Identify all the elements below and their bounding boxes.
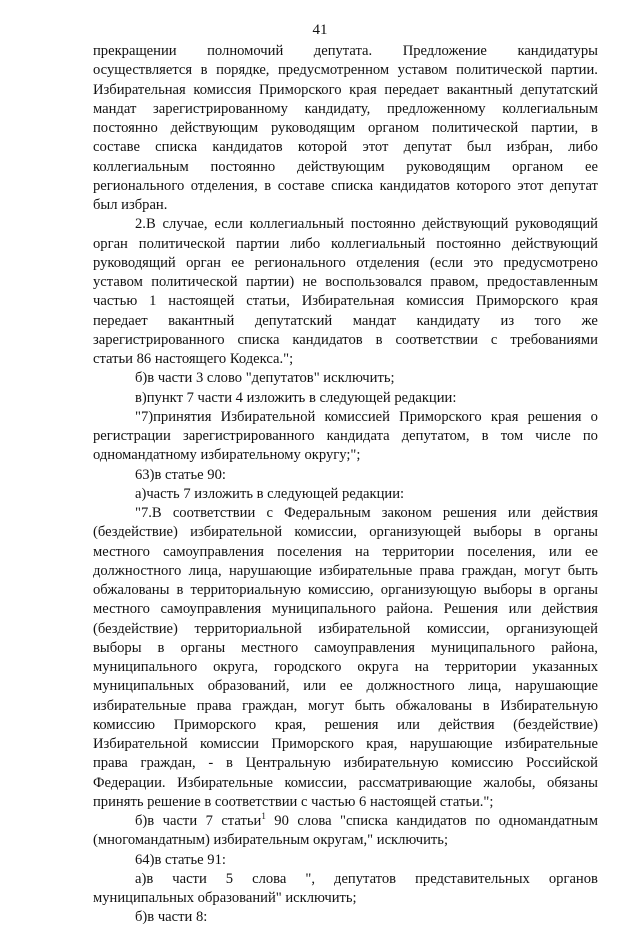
- word: 1: [149, 293, 157, 310]
- word: действия: [542, 505, 598, 521]
- word: в: [534, 524, 542, 541]
- word: частью: [93, 293, 138, 310]
- word: Решения: [443, 601, 499, 618]
- word: образований,: [207, 678, 290, 695]
- text-line: [93, 504, 598, 523]
- word: части: [162, 813, 198, 829]
- word: регионального: [254, 254, 346, 271]
- word: права: [93, 755, 128, 772]
- word: района,: [551, 639, 598, 656]
- word: поселения: [277, 543, 342, 560]
- text-line: [93, 177, 598, 196]
- text-line: [93, 408, 598, 427]
- word: ",: [305, 870, 315, 887]
- word: края: [490, 408, 519, 425]
- word: Избирательную: [500, 697, 598, 714]
- superscript: 1: [261, 811, 266, 822]
- word: коллегиальным: [93, 158, 189, 175]
- word: этот: [517, 177, 544, 194]
- word: в: [225, 755, 233, 772]
- word: воспользовался: [325, 274, 422, 290]
- word: политической: [431, 120, 519, 136]
- word: комиссией: [324, 408, 390, 425]
- word: в: [539, 582, 547, 598]
- word: права: [419, 562, 455, 579]
- word: комиссию: [451, 755, 514, 772]
- word: списка: [155, 139, 198, 156]
- word: зарегистрированного: [93, 331, 225, 348]
- word: органом: [367, 120, 420, 136]
- text-line: [93, 716, 598, 735]
- word: на: [355, 543, 370, 560]
- word: или: [303, 678, 327, 695]
- word: депутатский: [520, 81, 598, 98]
- word: с: [490, 331, 498, 348]
- word: или: [548, 543, 572, 560]
- word: Приморского: [173, 716, 257, 733]
- word: самоуправления: [314, 639, 415, 656]
- word: настоящей: [168, 293, 235, 310]
- text-line: [93, 138, 598, 157]
- word: ее: [231, 254, 245, 271]
- word: избирательные: [504, 736, 598, 752]
- text-line: [93, 620, 598, 639]
- word: решения: [442, 505, 497, 521]
- word: лица,: [188, 562, 222, 579]
- word: Приморского: [271, 736, 354, 752]
- word: или: [397, 716, 420, 733]
- word: органы: [180, 639, 226, 656]
- word: этот: [362, 139, 389, 156]
- word: которой: [297, 139, 348, 156]
- word: политической: [138, 235, 226, 252]
- word: органы: [553, 582, 598, 598]
- word: требованиями: [510, 331, 598, 348]
- text-line: [93, 562, 598, 581]
- word: составе: [93, 139, 140, 156]
- word: кандидатов: [212, 139, 283, 156]
- text-line: [93, 312, 598, 331]
- text-line: муниципальных образований" исключить;: [93, 890, 357, 906]
- word: регистрации: [93, 428, 171, 444]
- word: депутатский: [254, 312, 333, 329]
- word: б)в: [135, 813, 155, 829]
- word: поселения,: [467, 543, 536, 560]
- word: Центральную: [245, 755, 331, 772]
- word: постоянно: [436, 235, 501, 252]
- page-number: 41: [312, 22, 328, 38]
- word: соответствии: [172, 505, 256, 521]
- text-line: [93, 42, 598, 61]
- text-line: [93, 100, 598, 119]
- word: решения: [324, 716, 379, 733]
- word: территориальной: [194, 620, 302, 637]
- word: зарегистрированного: [182, 428, 315, 444]
- text-line: [93, 543, 598, 562]
- word: 90: [274, 813, 289, 829]
- word: решения: [527, 408, 582, 425]
- word: комиссию: [93, 716, 156, 733]
- word: порядке,: [216, 62, 270, 79]
- word: предусмотренном: [278, 62, 390, 79]
- text-line: статьи 86 настоящего Кодекса.";: [93, 351, 294, 367]
- text-line: [93, 158, 598, 177]
- word: нарушающие: [515, 678, 598, 695]
- word: руководящий: [93, 254, 176, 271]
- word: регионального: [93, 177, 185, 194]
- word: в: [200, 62, 208, 79]
- word: партии,: [531, 120, 579, 136]
- word: руководящим: [406, 158, 491, 175]
- text-line: был избран.: [93, 197, 168, 213]
- word: вакантный: [446, 81, 513, 98]
- text-line: [93, 812, 598, 831]
- word: комиссии: [199, 736, 259, 752]
- word: комиссию,: [307, 582, 374, 598]
- word: по: [475, 813, 491, 829]
- word: быть: [567, 562, 598, 579]
- word: отделения: [356, 254, 420, 271]
- text-line: [93, 754, 598, 773]
- word: кандидату: [416, 312, 480, 329]
- word: орган: [93, 235, 128, 252]
- text-line: [93, 523, 598, 542]
- text-line: 63)в статье 90:: [135, 466, 226, 483]
- word: депутат: [549, 177, 598, 194]
- word: нарушающие: [228, 562, 312, 579]
- word: действующим: [297, 158, 385, 175]
- word: городского: [273, 659, 342, 675]
- word: коллегиальным: [502, 100, 598, 117]
- word: права: [196, 697, 232, 714]
- word: муниципального: [93, 659, 198, 675]
- word: Избирательные: [177, 774, 273, 791]
- text-line: [93, 61, 598, 80]
- word: избран,: [506, 139, 553, 156]
- word: или: [508, 601, 532, 618]
- text-line: [93, 870, 598, 889]
- word: обязаны: [547, 774, 598, 791]
- word: коллегиальный: [331, 235, 426, 252]
- word: кандидату,: [304, 100, 371, 117]
- word: предложенному: [386, 100, 486, 117]
- word: если: [214, 216, 243, 233]
- word: на: [414, 659, 429, 675]
- word: Российской: [526, 755, 598, 772]
- word: 5: [225, 870, 234, 887]
- word: депутатом,: [401, 428, 470, 444]
- word: в: [264, 177, 272, 194]
- word: орган: [186, 254, 221, 271]
- word: Приморского: [258, 81, 342, 98]
- word: уставом: [93, 274, 143, 290]
- text-line: [93, 639, 598, 658]
- word: был: [466, 139, 492, 156]
- word: Избирательной: [220, 408, 316, 425]
- word: по: [582, 428, 598, 444]
- word: постоянно: [93, 120, 158, 136]
- word: муниципального: [430, 639, 536, 656]
- text-line: [93, 292, 598, 311]
- word: местного: [241, 639, 299, 656]
- word: части: [172, 870, 207, 887]
- word: уставом: [397, 62, 448, 79]
- word: а)в: [135, 870, 154, 887]
- word: территории: [444, 659, 517, 675]
- word: мандат: [93, 100, 137, 117]
- text-line: [93, 331, 598, 350]
- word: политической: [456, 62, 543, 79]
- word: слова: [297, 813, 332, 829]
- word: органы: [553, 524, 598, 541]
- word: или: [507, 505, 531, 521]
- word: местного: [93, 543, 150, 560]
- text-line: принять решение в соответствии с частью 6 настоящей статьи.";: [93, 793, 494, 810]
- word: муниципальных: [93, 678, 195, 695]
- word: могут: [307, 697, 345, 714]
- word: самоуправления: [160, 601, 262, 618]
- word: лица,: [468, 678, 502, 695]
- word: в: [375, 331, 383, 348]
- word: округа: [357, 659, 399, 675]
- word: района.: [386, 601, 434, 618]
- word: комиссии,: [426, 620, 490, 637]
- text-line: [93, 658, 598, 677]
- word: избирательные: [93, 697, 187, 714]
- word: (бездействие): [93, 524, 178, 541]
- word: представительных: [415, 870, 530, 887]
- word: не: [302, 274, 317, 290]
- word: постоянно: [350, 216, 416, 233]
- text-line: [93, 273, 598, 292]
- word: в: [176, 582, 184, 598]
- word: избирательные: [319, 562, 413, 579]
- word: граждан,: [461, 562, 517, 579]
- word: "7.В: [135, 505, 162, 521]
- word: организующей: [506, 620, 598, 637]
- word: предоставленным: [486, 274, 598, 290]
- text-line: [93, 677, 598, 696]
- word: ее: [585, 158, 598, 175]
- word: передает: [384, 81, 440, 98]
- word: округа,: [213, 659, 258, 675]
- text-line: б)в части 3 слово "депутатов" исключить;: [135, 370, 395, 387]
- word: полномочий: [207, 43, 284, 59]
- word: обжалованы: [93, 582, 170, 598]
- text-line: [93, 119, 598, 138]
- text-line: [93, 735, 598, 754]
- word: края,: [274, 716, 307, 733]
- word: законом: [381, 505, 432, 521]
- word: Избирательная: [93, 81, 186, 98]
- word: нарушающие: [409, 736, 493, 752]
- text-line: [93, 600, 598, 619]
- text-line: (многомандатным) избирательным округам," исключить;: [93, 832, 449, 849]
- word: отделения,: [190, 177, 258, 194]
- word: руководящий: [515, 216, 598, 233]
- word: граждан,: [242, 697, 298, 714]
- word: осуществляется: [93, 62, 193, 79]
- word: из: [500, 312, 515, 329]
- word: "7)принятия: [135, 408, 212, 425]
- word: избирательной: [190, 524, 283, 541]
- text-line: [93, 254, 598, 273]
- word: рассматривающие: [358, 774, 472, 791]
- word: выборы: [483, 582, 533, 598]
- word: о: [590, 408, 598, 425]
- word: того: [534, 312, 562, 329]
- word: Приморского: [399, 408, 482, 425]
- word: случае,: [162, 216, 208, 233]
- word: это: [473, 254, 494, 271]
- word: "списка: [340, 813, 388, 829]
- word: избирательной: [318, 620, 411, 637]
- word: комиссия: [193, 81, 252, 98]
- word: территориальную: [190, 582, 301, 598]
- word: составе: [277, 177, 325, 194]
- word: комиссии,: [284, 774, 348, 791]
- word: кандидатов: [292, 331, 363, 348]
- word: муниципального: [271, 601, 376, 618]
- word: правом,: [430, 274, 479, 290]
- word: указанных: [532, 659, 598, 675]
- word: коллегиальный: [249, 216, 344, 233]
- word: действия: [438, 716, 495, 733]
- word: числе: [535, 428, 571, 444]
- word: ее: [585, 543, 598, 560]
- text-line: [93, 81, 598, 100]
- word: самоуправления: [163, 543, 264, 560]
- word: быть: [354, 697, 386, 714]
- word: депутата.: [313, 43, 373, 59]
- word: обжалованы: [395, 697, 473, 714]
- word: Избирательной: [93, 736, 188, 752]
- word: выборы: [473, 524, 522, 541]
- word: кандидата: [326, 428, 390, 444]
- text-line: [93, 774, 598, 793]
- word: в: [481, 428, 489, 444]
- word: руководящим: [270, 120, 356, 136]
- word: депутат: [403, 139, 452, 156]
- word: органов: [548, 870, 598, 887]
- word: (если: [429, 254, 464, 271]
- text-line: [93, 697, 598, 716]
- word: соответствии: [395, 331, 478, 348]
- word: либо: [568, 139, 598, 156]
- word: статьи$^1$: [221, 811, 266, 829]
- word: действия: [542, 601, 598, 618]
- word: списка: [331, 177, 374, 194]
- text-line: [93, 581, 598, 600]
- word: Федерации.: [93, 774, 166, 791]
- word: Приморского: [475, 293, 559, 310]
- word: должностного: [366, 678, 455, 695]
- word: выборы: [93, 639, 142, 656]
- text-line: одномандатному избирательному округу;";: [93, 447, 361, 464]
- word: в: [157, 639, 165, 656]
- word: Избирательная: [301, 293, 395, 310]
- word: одномандатным: [498, 813, 598, 829]
- word: статьи,: [246, 293, 290, 310]
- word: должностного: [93, 562, 182, 579]
- word: (бездействие): [93, 620, 178, 637]
- word: кандидатуры: [517, 43, 598, 59]
- word: прекращении: [93, 43, 177, 59]
- word: том: [500, 428, 524, 444]
- word: либо: [290, 235, 321, 252]
- word: партии.: [550, 62, 598, 79]
- text-line: [93, 215, 598, 234]
- word: избирательную: [343, 755, 439, 772]
- word: Предложение: [402, 43, 487, 59]
- word: в: [482, 697, 490, 714]
- word: слова: [252, 870, 287, 887]
- word: (бездействие): [513, 716, 598, 733]
- word: Федеральным: [284, 505, 371, 521]
- word: зарегистрированному: [153, 100, 288, 117]
- word: ее: [339, 678, 353, 695]
- word: партии: [236, 235, 280, 252]
- text-line: 64)в статье 91:: [135, 851, 226, 868]
- word: кандидатов: [379, 177, 450, 194]
- word: политической: [151, 274, 238, 290]
- text-line: [93, 427, 598, 446]
- text-line: в)пункт 7 части 4 изложить в следующей редакции:: [135, 389, 457, 406]
- word: мандат: [352, 312, 397, 329]
- word: 7: [205, 813, 213, 829]
- word: жалобы,: [483, 774, 536, 791]
- word: организующую: [380, 582, 477, 598]
- word: которого: [456, 177, 511, 194]
- word: в: [591, 120, 598, 136]
- word: депутатов: [334, 870, 397, 887]
- word: же: [581, 312, 598, 329]
- word: списка: [237, 331, 280, 348]
- document-body: [93, 42, 598, 928]
- word: территории: [382, 543, 455, 560]
- word: края: [570, 293, 598, 310]
- word: комиссия: [406, 293, 465, 310]
- word: края,: [366, 736, 398, 752]
- text-line: а)часть 7 изложить в следующей редакции:: [135, 485, 405, 502]
- word: могут: [524, 562, 561, 579]
- word: края: [349, 81, 377, 98]
- word: органом: [512, 158, 564, 175]
- word: постоянно: [210, 158, 276, 175]
- word: передает: [93, 312, 148, 329]
- word: 2.В: [135, 216, 156, 233]
- word: организующей: [369, 524, 462, 541]
- word: комиссии,: [294, 524, 357, 541]
- word: вакантный: [168, 312, 235, 329]
- word: -: [208, 755, 214, 772]
- word: с: [266, 505, 273, 521]
- text-line: б)в части 8:: [135, 909, 208, 926]
- word: действующий: [511, 235, 598, 252]
- word: граждан,: [140, 755, 196, 772]
- text-line: [93, 235, 598, 254]
- word: партии): [245, 274, 295, 290]
- word: действующим: [170, 120, 259, 136]
- word: действующий: [422, 216, 509, 233]
- word: местного: [93, 601, 150, 618]
- word: предусмотрено: [503, 254, 598, 271]
- word: кандидатов: [396, 813, 467, 829]
